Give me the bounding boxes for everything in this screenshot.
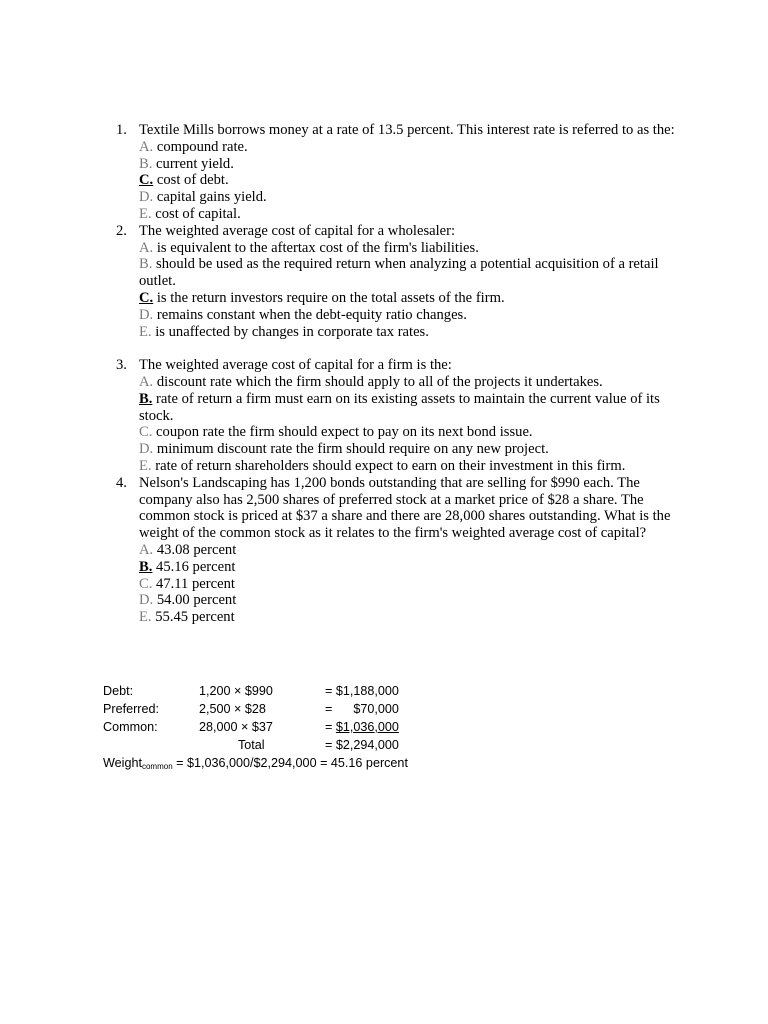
calc-row-total <box>103 736 523 754</box>
calc-expression: 28,000 × $37 <box>199 720 273 734</box>
question-stem: The weighted average cost of capital for a firm is the: <box>139 357 452 374</box>
question-number: 4. <box>116 474 127 491</box>
option-letter: B. <box>139 558 153 575</box>
question-number: 1. <box>116 122 127 138</box>
option-text: capital gains yield. <box>156 189 267 206</box>
question-4 <box>106 475 676 626</box>
option-correct <box>139 559 676 576</box>
option <box>139 256 676 290</box>
option <box>139 592 676 609</box>
option-letter: E. <box>139 609 152 626</box>
total-value: = $2,294,000 <box>325 738 399 752</box>
option-text: discount rate which the firm should apply to all of the projects it undertakes. <box>156 373 603 390</box>
option-text: rate of return a firm must earn on its existing assets to maintain the current value of its stock. <box>139 390 660 424</box>
option <box>139 458 676 475</box>
option-letter: D. <box>139 441 154 458</box>
option-text: is the return investors require on the total assets of the firm. <box>156 289 505 306</box>
option <box>139 441 676 458</box>
weight-line <box>103 754 408 776</box>
option-text: minimum discount rate the firm should require on any new project. <box>156 441 549 458</box>
option <box>139 424 676 441</box>
calc-expression: 2,500 × $28 <box>199 702 266 716</box>
question-number: 3. <box>116 357 127 374</box>
question-number: 2. <box>116 222 127 239</box>
weight-formula: = $1,036,000/$2,294,000 = 45.16 percent <box>172 756 408 770</box>
option-correct <box>139 172 676 189</box>
calc-result: = $70,000 <box>325 702 399 716</box>
option <box>139 576 676 593</box>
option-text: 47.11 percent <box>156 575 235 592</box>
option-letter: E. <box>139 205 152 222</box>
option-letter: E. <box>139 323 152 340</box>
option-text: remains constant when the debt-equity ratio changes. <box>156 306 467 323</box>
option-correct <box>139 391 676 425</box>
calc-label: Common: <box>103 720 158 734</box>
option <box>139 189 676 206</box>
option-letter: C. <box>139 575 153 592</box>
option-text: is equivalent to the aftertax cost of the firm's liabilities. <box>156 239 479 256</box>
calc-label: Debt: <box>103 684 134 698</box>
option-letter: B. <box>139 155 153 172</box>
wacc-calculation <box>103 682 563 772</box>
option-letter: B. <box>139 390 153 407</box>
calc-result: = $1,188,000 <box>325 684 399 698</box>
option-text: current yield. <box>156 155 234 172</box>
option-correct <box>139 290 676 307</box>
option-text: coupon rate the firm should expect to pay on its next bond issue. <box>156 424 533 441</box>
option-text: cost of debt. <box>156 172 229 189</box>
question-stem: Textile Mills borrows money at a rate of 13.5 percent. This interest rate is referred to as the: <box>139 122 675 138</box>
option-letter: A. <box>139 138 154 155</box>
total-label: Total <box>238 738 265 752</box>
question-stem: The weighted average cost of capital for a wholesaler: <box>139 222 456 239</box>
option-letter: B. <box>139 256 153 273</box>
option-text: 55.45 percent <box>155 609 235 626</box>
calc-expression: 1,200 × $990 <box>199 684 273 698</box>
option-letter: A. <box>139 541 154 558</box>
option-text: is unaffected by changes in corporate tax rates. <box>155 323 429 340</box>
calc-result <box>325 718 399 736</box>
option-text: rate of return shareholders should expect to earn on their investment in this firm. <box>155 457 626 474</box>
weight-label: Weight <box>103 756 142 770</box>
option <box>139 156 676 173</box>
option-text: 45.16 percent <box>156 558 236 575</box>
question-3 <box>106 357 676 475</box>
option-letter: D. <box>139 189 154 206</box>
option-text: compound rate. <box>156 138 248 155</box>
option-letter: A. <box>139 373 154 390</box>
option-letter: C. <box>139 289 154 306</box>
option <box>139 374 676 391</box>
calc-row-preferred <box>103 700 523 718</box>
option-letter: C. <box>139 424 153 441</box>
calc-label: Preferred: <box>103 702 159 716</box>
calc-row-common <box>103 718 523 736</box>
option <box>139 307 676 324</box>
option <box>139 542 676 559</box>
calc-row-weight <box>103 754 563 772</box>
calc-result-value: $1,036,000 <box>335 720 399 734</box>
option-text: cost of capital. <box>155 205 241 222</box>
option <box>139 324 676 341</box>
option-text: should be used as the required return when analyzing a potential acquisition of a retail outlet. <box>139 256 659 290</box>
option <box>139 206 676 223</box>
option <box>139 139 676 156</box>
weight-subscript: common <box>141 762 173 771</box>
question-2 <box>106 223 676 341</box>
option-letter: C. <box>139 172 154 189</box>
calc-result-prefix: = <box>325 720 336 734</box>
option-letter: D. <box>139 306 154 323</box>
calc-row-debt <box>103 682 523 700</box>
question-list <box>106 122 676 626</box>
question-stem: Nelson's Landscaping has 1,200 bonds outstanding that are selling for $990 each. The company also has 2,500 shares of preferred stock at a market price of $28 a share. The common stock is priced at $37 a share and there are 28,000 shares outstanding. What is the weight of the common stock as it relates to the firm's weighted average cost of capital? <box>139 474 671 542</box>
option <box>139 609 676 626</box>
option-text: 54.00 percent <box>156 592 237 609</box>
option <box>139 240 676 257</box>
option-letter: A. <box>139 239 154 256</box>
spacer <box>106 340 676 357</box>
option-text: 43.08 percent <box>156 541 237 558</box>
question-1 <box>106 122 676 223</box>
option-letter: E. <box>139 457 152 474</box>
option-letter: D. <box>139 592 154 609</box>
